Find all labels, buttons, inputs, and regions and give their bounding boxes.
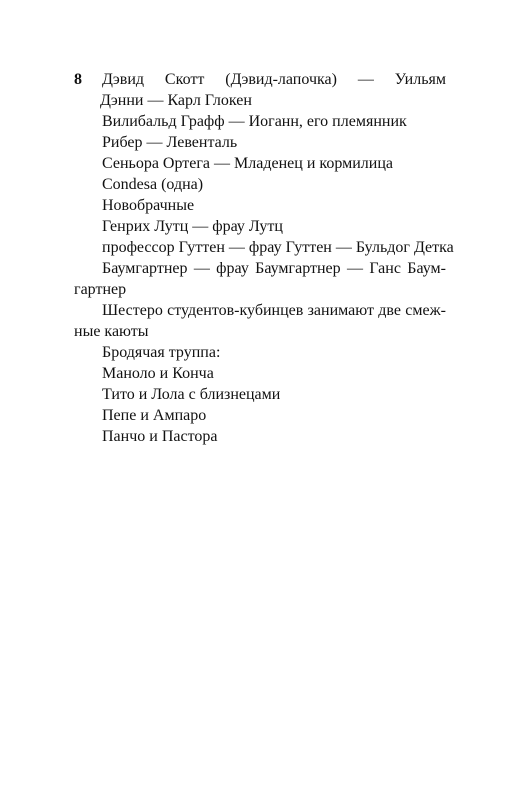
text-line: Панчо и Пастора	[102, 428, 218, 445]
text-line: Сеньора Ортега — Младенец и кормилица	[102, 155, 393, 172]
paragraph-3	[102, 132, 446, 153]
text-line: Тито и Лола с близнецами	[102, 386, 281, 403]
paragraph-1	[102, 69, 446, 111]
paragraph-14	[102, 405, 446, 426]
text-line: Вилибальд Графф — Иоганн, его племянник	[102, 113, 407, 130]
paragraph-10	[74, 300, 446, 342]
paragraph-7	[102, 216, 446, 237]
paragraph-13	[102, 384, 446, 405]
text-line: Маноло и Конча	[102, 365, 214, 382]
text-line: Генрих Лутц — фрау Лутц	[102, 218, 283, 235]
text-line: Шестеро студентов-кубинцев занимают две смеж-	[102, 302, 446, 319]
text-line: ные каюты	[74, 323, 149, 340]
text-line: Рибер — Левенталь	[102, 134, 238, 151]
text-line: Бродячая труппа:	[102, 344, 221, 361]
paragraph-15	[102, 426, 446, 447]
text-line: гартнер	[74, 281, 127, 298]
paragraph-5	[102, 174, 446, 195]
text-line: Дэвид Скотт (Дэвид-лапочка) — Уильям	[102, 71, 446, 88]
paragraph-2	[102, 111, 446, 132]
text-line: Дэнни — Карл Глокен	[100, 92, 252, 109]
paragraph-6	[102, 195, 446, 216]
text-line: Новобрачные	[102, 197, 195, 214]
text-line: профессор Гуттен — фрау Гуттен — Бульдог Детка	[102, 239, 454, 256]
text-line: Баумгартнер — фрау Баумгартнер — Ганс Баум-	[102, 260, 446, 277]
paragraph-9	[74, 258, 446, 300]
text-line: Condesa (одна)	[102, 176, 204, 193]
paragraph-12	[102, 363, 446, 384]
paragraph-4	[102, 153, 446, 174]
text-line: Пепе и Ампаро	[102, 407, 207, 424]
page-number: 8	[74, 71, 82, 88]
cast-list	[74, 69, 454, 447]
paragraph-11	[102, 342, 446, 363]
paragraph-8	[102, 237, 454, 258]
